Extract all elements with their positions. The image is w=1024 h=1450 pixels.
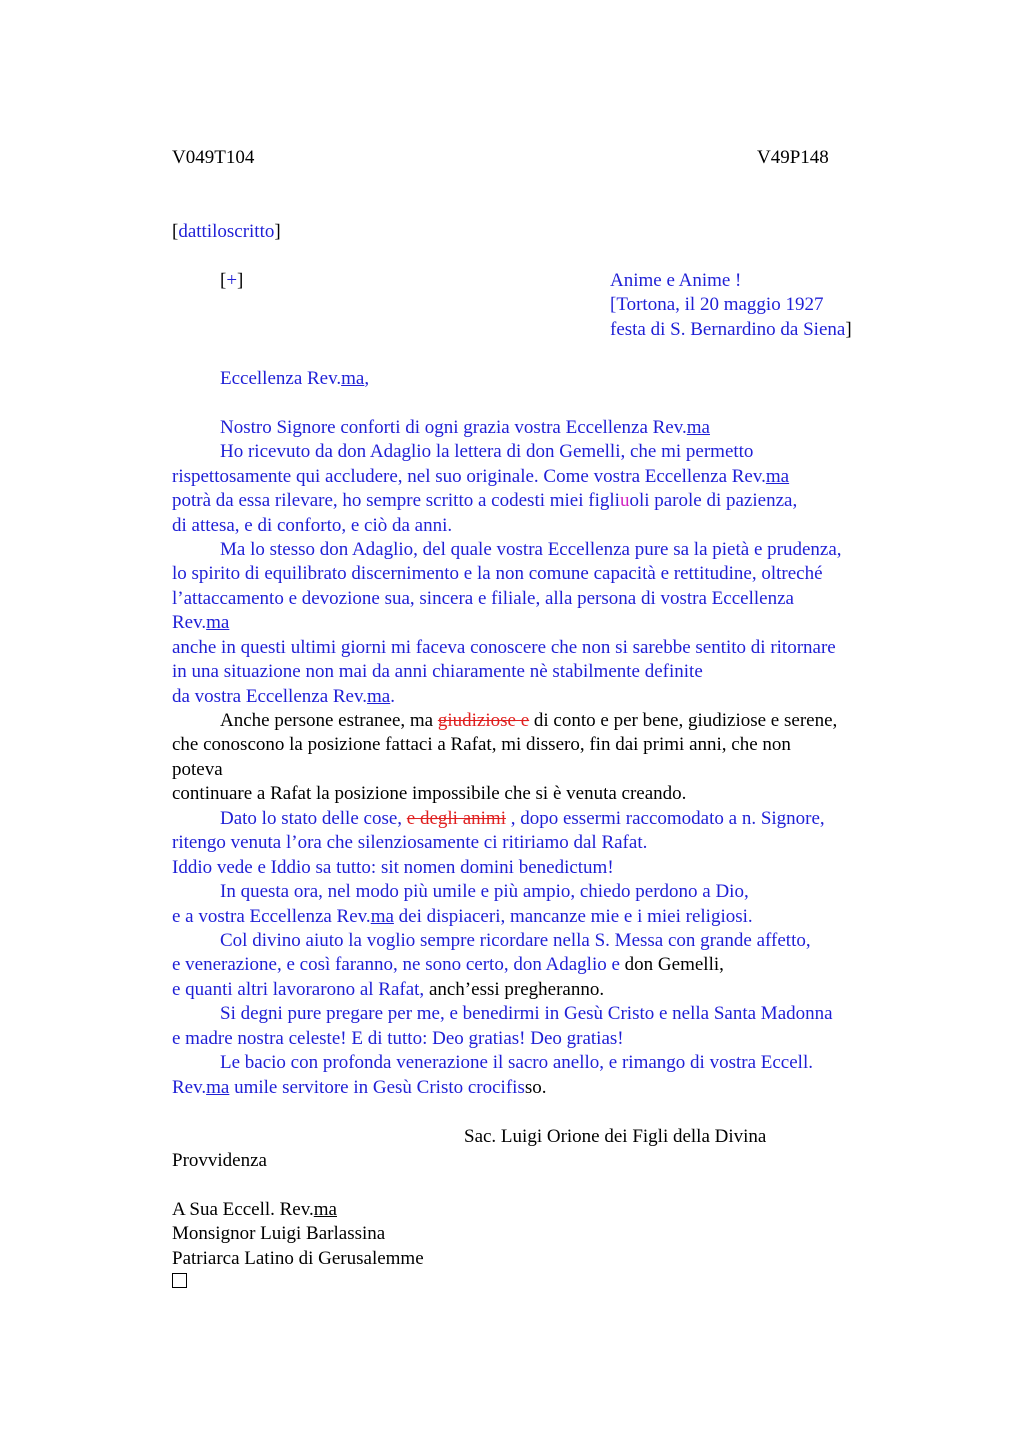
body-line: in una situazione non mai da anni chiaramente nè stabilmente definite <box>172 661 703 682</box>
dateline-feast: festa di S. Bernardino da Siena] <box>610 319 852 340</box>
body-line: Anche persone estranee, ma giudiziose e di conto e per bene, giudiziose e serene, <box>220 710 838 731</box>
body-line: Le bacio con profonda venerazione il sacro anello, e rimango di vostra Eccell. <box>220 1052 813 1073</box>
body-line: e madre nostra celeste! E di tutto: Deo gratias! Deo gratias! <box>172 1028 624 1049</box>
body-line: Nostro Signore conforti di ogni grazia vostra Eccellenza Rev.ma <box>220 417 710 438</box>
typescript-note: [dattiloscritto] <box>172 221 281 242</box>
body-line: poteva <box>172 759 223 780</box>
dateline-place-date: [Tortona, il 20 maggio 1927 <box>610 294 824 315</box>
signature-continuation: Provvidenza <box>172 1150 267 1171</box>
body-line: In questa ora, nel modo più umile e più ampio, chiedo perdono a Dio, <box>220 881 749 902</box>
body-line: Rev.ma umile servitore in Gesù Cristo crocifisso. <box>172 1077 547 1098</box>
body-line: anche in questi ultimi giorni mi faceva conoscere che non si sarebbe sentito di ritornare <box>172 637 836 658</box>
body-line: l’attaccamento e devozione sua, sincera e filiale, alla persona di vostra Eccellenza <box>172 588 794 609</box>
body-line: rispettosamente qui accludere, nel suo originale. Come vostra Eccellenza Rev.ma <box>172 466 790 487</box>
body-line: da vostra Eccellenza Rev.ma. <box>172 686 395 707</box>
body-line: Rev.ma <box>172 612 230 633</box>
body-line: Ho ricevuto da don Adaglio la lettera di don Gemelli, che mi permetto <box>220 441 754 462</box>
body-line: e quanti altri lavorarono al Rafat, anch’essi pregheranno. <box>172 979 605 1000</box>
body-line: Ma lo stesso don Adaglio, del quale vostra Eccellenza pure sa la pietà e prudenza, <box>220 539 842 560</box>
body-line: di attesa, e di conforto, e ciò da anni. <box>172 515 453 536</box>
dateline-motto: Anime e Anime ! <box>610 270 742 291</box>
body-line: Iddio vede e Iddio sa tutto: sit nomen domini benedictum! <box>172 857 614 878</box>
body-line: che conoscono la posizione fattaci a Rafat, mi dissero, fin dai primi anni, che non <box>172 734 791 755</box>
document-code-left: V049T104 <box>172 147 255 168</box>
body-line: ritengo venuta l’ora che silenziosamente ci ritiriamo dal Rafat. <box>172 832 648 853</box>
cross-mark: [+] <box>220 270 244 291</box>
body-line: e venerazione, e così faranno, ne sono certo, don Adaglio e don Gemelli, <box>172 954 724 975</box>
body-line: Col divino aiuto la voglio sempre ricordare nella S. Messa con grande affetto, <box>220 930 811 951</box>
checkbox-symbol <box>172 1271 187 1295</box>
signature-line: Sac. Luigi Orione dei Figli della Divina <box>464 1126 767 1147</box>
document-code-right: V49P148 <box>757 147 829 168</box>
body-line: continuare a Rafat la posizione impossibile che si è venuta creando. <box>172 783 687 804</box>
address-line: Monsignor Luigi Barlassina <box>172 1223 386 1244</box>
body-line: lo spirito di equilibrato discernimento e la non comune capacità e rettitudine, oltreché <box>172 563 823 584</box>
salutation: Eccellenza Rev.ma, <box>220 368 370 389</box>
body-line: potrà da essa rilevare, ho sempre scritto a codesti miei figliuoli parole di pazienza, <box>172 490 798 511</box>
body-line: e a vostra Eccellenza Rev.ma dei dispiaceri, mancanze mie e i miei religiosi. <box>172 906 753 927</box>
address-line: A Sua Eccell. Rev.ma <box>172 1199 337 1220</box>
body-line: Dato lo stato delle cose, e degli animi , dopo essermi raccomodato a n. Signore, <box>220 808 825 829</box>
address-line: Patriarca Latino di Gerusalemme <box>172 1248 424 1269</box>
body-line: Si degni pure pregare per me, e benedirmi in Gesù Cristo e nella Santa Madonna <box>220 1003 833 1024</box>
empty-box-icon <box>172 1273 187 1288</box>
